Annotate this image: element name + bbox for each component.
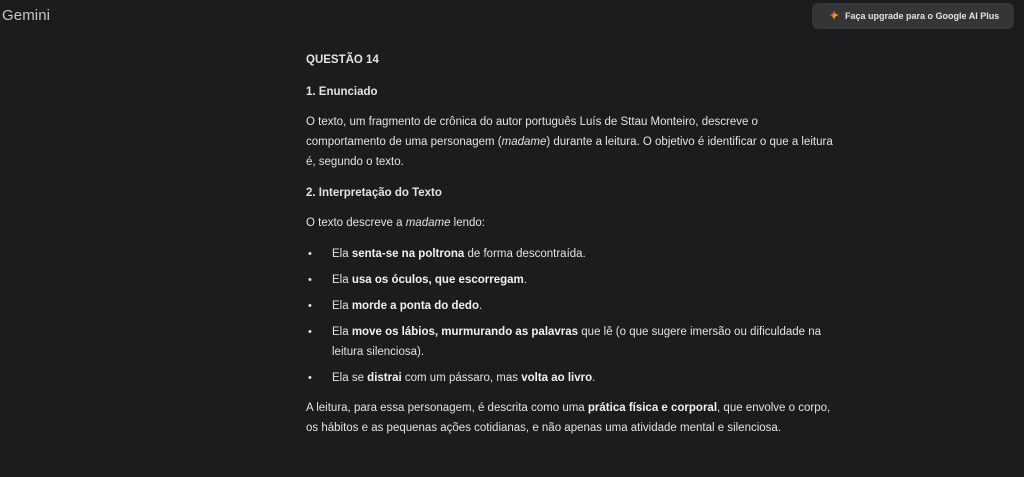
gemini-spark-icon <box>829 10 839 22</box>
bullet-icon: • <box>308 274 312 286</box>
bullet-icon: • <box>308 326 312 338</box>
list-item: • Ela morde a ponta do dedo. <box>306 296 836 316</box>
upgrade-button[interactable] <box>812 3 1014 29</box>
conclusion-paragraph: A leitura, para essa personagem, é descrita como uma prática física e corporal, que envolve o corpo, os hábitos e as pequenas ações cotidianas, e não apenas uma atividade mental e silenciosa. <box>306 402 831 434</box>
enunciado-paragraph: O texto, um fragmento de crônica do autor português Luís de Sttau Monteiro, descreve o comportamento de uma personagem (madame) durante a leitura. O objetivo é identificar o que a leitura é, segundo o texto. <box>306 116 833 168</box>
list-item: • Ela se distrai com um pássaro, mas volta ao livro. <box>306 368 836 388</box>
app-title[interactable]: Gemini <box>2 7 51 24</box>
list-item: • Ela move os lábios, murmurando as palavras que lê (o que sugere imersão ou dificuldade na leitura silenciosa). <box>306 322 836 362</box>
list-item: • Ela senta-se na poltrona de forma descontraída. <box>306 244 836 264</box>
bullet-icon: • <box>308 248 312 260</box>
section-title-enunciado: 1. Enunciado <box>306 86 378 98</box>
bullet-icon: • <box>308 372 312 384</box>
question-title: QUESTÃO 14 <box>306 54 379 66</box>
response-content <box>306 50 836 449</box>
bullet-icon: • <box>308 300 312 312</box>
behavior-list <box>306 244 836 388</box>
list-item: • Ela usa os óculos, que escorregam. <box>306 270 836 290</box>
upgrade-button-label: Faça upgrade para o Google AI Plus <box>845 11 1000 21</box>
section-title-interpretacao: 2. Interpretação do Texto <box>306 187 442 199</box>
intro-paragraph: O texto descreve a madame lendo: <box>306 217 485 229</box>
